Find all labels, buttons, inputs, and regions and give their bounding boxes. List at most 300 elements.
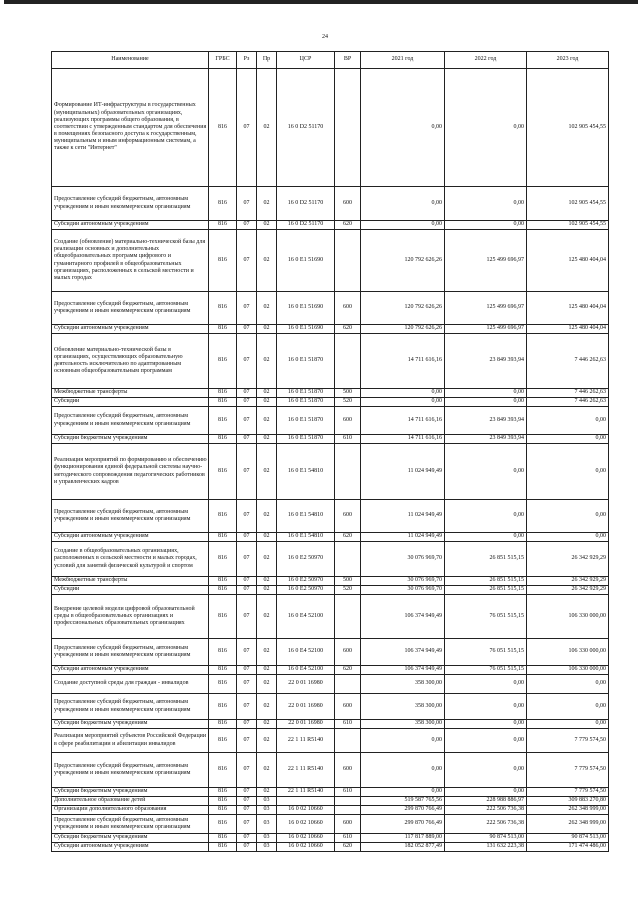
- row-name: Предоставление субсидий бюджетным, автономным учреждениям и иным некоммерческим организациям: [52, 639, 209, 666]
- row-csr: 16 0 D2 51170: [277, 69, 335, 187]
- row-grbs: 816: [209, 500, 237, 533]
- row-pr: 02: [257, 500, 277, 533]
- row-pr: 03: [257, 815, 277, 834]
- row-2022: 0,00: [445, 753, 527, 788]
- row-rz: 07: [237, 500, 257, 533]
- row-grbs: 816: [209, 694, 237, 720]
- row-vr: [335, 806, 361, 815]
- scan-edge-line: [4, 0, 638, 4]
- row-2023: 7 446 262,63: [527, 398, 609, 407]
- row-name: Формирование ИТ-инфраструктуры в государственных (муниципальных) образовательных организациях, реализующих программы общего образования, в соответствии с утвержденным стандартом для обеспечения в помещениях безопасного доступа к государственным, муниципальным и иным информационным системам, а также к сети "Интернет": [52, 69, 209, 187]
- table-row: [52, 230, 609, 292]
- row-rz: 07: [237, 542, 257, 577]
- table-row: [52, 398, 609, 407]
- row-pr: 02: [257, 675, 277, 694]
- row-rz: 07: [237, 694, 257, 720]
- table-row: [52, 586, 609, 595]
- row-2023: 106 330 000,00: [527, 639, 609, 666]
- row-pr: 02: [257, 187, 277, 221]
- row-grbs: 816: [209, 639, 237, 666]
- table-row: [52, 325, 609, 334]
- row-2021: 11 024 949,49: [361, 444, 445, 500]
- row-vr: [335, 729, 361, 753]
- row-2022: 76 051 515,15: [445, 595, 527, 639]
- row-vr: [335, 334, 361, 389]
- row-vr: 500: [335, 389, 361, 398]
- row-rz: 07: [237, 389, 257, 398]
- row-grbs: 816: [209, 834, 237, 843]
- row-2021: 299 870 766,49: [361, 815, 445, 834]
- row-rz: 07: [237, 187, 257, 221]
- row-2022: 90 874 513,00: [445, 834, 527, 843]
- row-rz: 07: [237, 69, 257, 187]
- row-2022: 76 051 515,15: [445, 639, 527, 666]
- row-2022: 23 849 393,94: [445, 334, 527, 389]
- row-2023: 102 905 454,55: [527, 187, 609, 221]
- row-grbs: 816: [209, 407, 237, 435]
- row-2021: 0,00: [361, 398, 445, 407]
- row-csr: 22 0 01 16980: [277, 694, 335, 720]
- row-2023: 7 779 574,50: [527, 729, 609, 753]
- row-grbs: 816: [209, 398, 237, 407]
- row-pr: 02: [257, 230, 277, 292]
- row-vr: [335, 69, 361, 187]
- row-2021: 182 052 877,49: [361, 843, 445, 852]
- row-2023: 0,00: [527, 435, 609, 444]
- row-2021: 117 817 889,00: [361, 834, 445, 843]
- row-rz: 07: [237, 675, 257, 694]
- row-vr: [335, 595, 361, 639]
- row-name: Создание в общеобразовательных организациях, расположенных в сельской местности и малых городах, условий для занятий физической культурой и спортом: [52, 542, 209, 577]
- row-name: Субсидии автономным учреждениям: [52, 666, 209, 675]
- row-name: Межбюджетные трансферты: [52, 389, 209, 398]
- row-2023: 106 330 000,00: [527, 595, 609, 639]
- row-2023: 102 905 454,55: [527, 221, 609, 230]
- row-rz: 07: [237, 729, 257, 753]
- row-grbs: 816: [209, 334, 237, 389]
- row-2023: 125 480 404,04: [527, 325, 609, 334]
- row-grbs: 816: [209, 542, 237, 577]
- row-2022: 0,00: [445, 675, 527, 694]
- row-csr: 22 1 11 R5140: [277, 753, 335, 788]
- row-2021: 11 024 949,49: [361, 533, 445, 542]
- row-grbs: 816: [209, 666, 237, 675]
- table-row: [52, 694, 609, 720]
- row-2021: 0,00: [361, 788, 445, 797]
- row-name: Субсидии бюджетным учреждениям: [52, 834, 209, 843]
- row-name: Субсидии автономным учреждениям: [52, 221, 209, 230]
- row-name: Создание доступной среды для граждан - инвалидов: [52, 675, 209, 694]
- row-2021: 299 870 766,49: [361, 806, 445, 815]
- table-row: [52, 815, 609, 834]
- row-2023: 7 446 262,63: [527, 334, 609, 389]
- row-2021: 0,00: [361, 729, 445, 753]
- row-rz: 07: [237, 815, 257, 834]
- row-vr: 610: [335, 720, 361, 729]
- table-row: [52, 444, 609, 500]
- row-name: Предоставление субсидий бюджетным, автономным учреждениям и иным некоммерческим организациям: [52, 187, 209, 221]
- row-2021: 14 711 616,16: [361, 334, 445, 389]
- row-2021: 519 587 765,56: [361, 797, 445, 806]
- budget-table: [51, 51, 609, 852]
- header-name: Наименование: [52, 52, 209, 69]
- row-rz: 07: [237, 577, 257, 586]
- row-vr: [335, 230, 361, 292]
- row-2023: 106 330 000,00: [527, 666, 609, 675]
- row-rz: 07: [237, 843, 257, 852]
- header-2022: 2022 год: [445, 52, 527, 69]
- row-2023: 7 446 262,63: [527, 389, 609, 398]
- row-vr: [335, 675, 361, 694]
- row-rz: 07: [237, 334, 257, 389]
- row-2023: 0,00: [527, 675, 609, 694]
- table-row: [52, 639, 609, 666]
- row-2021: 106 374 949,49: [361, 595, 445, 639]
- row-vr: 610: [335, 834, 361, 843]
- row-name: Субсидии автономным учреждениям: [52, 325, 209, 334]
- table-row: [52, 753, 609, 788]
- row-grbs: 816: [209, 595, 237, 639]
- row-pr: 02: [257, 729, 277, 753]
- row-grbs: 816: [209, 389, 237, 398]
- row-csr: 16 0 E1 51870: [277, 389, 335, 398]
- row-2023: 0,00: [527, 407, 609, 435]
- row-grbs: 816: [209, 675, 237, 694]
- row-pr: 03: [257, 797, 277, 806]
- row-pr: 02: [257, 788, 277, 797]
- row-2023: 102 905 454,55: [527, 69, 609, 187]
- row-2021: 0,00: [361, 221, 445, 230]
- row-2021: 14 711 616,16: [361, 407, 445, 435]
- row-2023: 7 779 574,50: [527, 753, 609, 788]
- row-2022: 0,00: [445, 398, 527, 407]
- row-csr: 16 0 E2 50970: [277, 542, 335, 577]
- row-rz: 07: [237, 639, 257, 666]
- row-2022: 0,00: [445, 187, 527, 221]
- row-name: Предоставление субсидий бюджетным, автономным учреждениям и иным некоммерческим организациям: [52, 694, 209, 720]
- row-2021: 30 076 969,70: [361, 586, 445, 595]
- row-2021: 120 792 626,26: [361, 230, 445, 292]
- row-csr: 16 0 E1 51690: [277, 292, 335, 325]
- row-2022: 0,00: [445, 389, 527, 398]
- header-pr: Пр: [257, 52, 277, 69]
- row-name: Предоставление субсидий бюджетным, автономным учреждениям и иным некоммерческим организациям: [52, 500, 209, 533]
- row-rz: 07: [237, 753, 257, 788]
- row-csr: 22 0 01 16980: [277, 720, 335, 729]
- row-pr: 02: [257, 325, 277, 334]
- row-csr: [277, 797, 335, 806]
- table-row: [52, 187, 609, 221]
- row-vr: 600: [335, 407, 361, 435]
- row-grbs: 816: [209, 843, 237, 852]
- row-pr: 02: [257, 334, 277, 389]
- row-vr: 600: [335, 187, 361, 221]
- row-pr: 03: [257, 843, 277, 852]
- row-csr: 22 1 11 R5140: [277, 788, 335, 797]
- row-grbs: 816: [209, 806, 237, 815]
- table-row: [52, 720, 609, 729]
- row-vr: [335, 542, 361, 577]
- row-vr: 620: [335, 533, 361, 542]
- row-csr: 16 0 E1 51870: [277, 398, 335, 407]
- row-grbs: 816: [209, 69, 237, 187]
- row-vr: 600: [335, 292, 361, 325]
- table-row: [52, 407, 609, 435]
- row-name: Предоставление субсидий бюджетным, автономным учреждениям и иным некоммерческим организациям: [52, 753, 209, 788]
- row-name: Субсидии автономным учреждениям: [52, 843, 209, 852]
- row-name: Субсидии бюджетным учреждениям: [52, 435, 209, 444]
- row-name: Дополнительное образование детей: [52, 797, 209, 806]
- row-grbs: 816: [209, 586, 237, 595]
- row-2022: 26 851 515,15: [445, 542, 527, 577]
- row-csr: 16 0 D2 51170: [277, 187, 335, 221]
- row-2021: 120 792 626,26: [361, 325, 445, 334]
- row-vr: 600: [335, 753, 361, 788]
- row-2021: 106 374 949,49: [361, 666, 445, 675]
- row-2022: 76 051 515,15: [445, 666, 527, 675]
- row-rz: 07: [237, 533, 257, 542]
- row-2022: 0,00: [445, 69, 527, 187]
- row-pr: 02: [257, 666, 277, 675]
- header-2023: 2023 год: [527, 52, 609, 69]
- row-2023: 7 779 574,50: [527, 788, 609, 797]
- row-pr: 02: [257, 221, 277, 230]
- row-2021: 358 300,00: [361, 720, 445, 729]
- row-rz: 07: [237, 444, 257, 500]
- row-2023: 0,00: [527, 444, 609, 500]
- header-2021: 2021 год: [361, 52, 445, 69]
- table-row: [52, 834, 609, 843]
- row-pr: 02: [257, 720, 277, 729]
- row-2023: 26 342 929,29: [527, 586, 609, 595]
- row-name: Внедрение целевой модели цифровой образовательной среды в общеобразовательных организациях и профессиональных образовательных организациях: [52, 595, 209, 639]
- row-2021: 30 076 969,70: [361, 542, 445, 577]
- row-csr: 16 0 02 10660: [277, 834, 335, 843]
- page-bottom-margin: [0, 872, 640, 905]
- table-row: [52, 675, 609, 694]
- row-grbs: 816: [209, 292, 237, 325]
- table-header-row: [52, 52, 609, 69]
- table-row: [52, 292, 609, 325]
- row-name: Субсидии автономным учреждениям: [52, 533, 209, 542]
- row-csr: 16 0 E1 51870: [277, 334, 335, 389]
- row-pr: 02: [257, 407, 277, 435]
- row-2021: 11 024 949,49: [361, 500, 445, 533]
- row-rz: 07: [237, 325, 257, 334]
- table-row: [52, 435, 609, 444]
- row-2023: 262 348 999,00: [527, 815, 609, 834]
- row-csr: 16 0 E1 51870: [277, 435, 335, 444]
- row-2022: 222 506 736,38: [445, 815, 527, 834]
- row-csr: 16 0 02 10660: [277, 843, 335, 852]
- table-row: [52, 729, 609, 753]
- row-rz: 07: [237, 806, 257, 815]
- row-rz: 07: [237, 407, 257, 435]
- row-csr: 22 1 11 R5140: [277, 729, 335, 753]
- row-2023: 125 480 404,04: [527, 230, 609, 292]
- row-grbs: 816: [209, 221, 237, 230]
- row-vr: [335, 444, 361, 500]
- row-pr: 02: [257, 533, 277, 542]
- row-2022: 0,00: [445, 788, 527, 797]
- row-rz: 07: [237, 435, 257, 444]
- row-grbs: 816: [209, 720, 237, 729]
- table-row: [52, 806, 609, 815]
- row-rz: 07: [237, 720, 257, 729]
- table-row: [52, 533, 609, 542]
- row-2021: 0,00: [361, 753, 445, 788]
- header-vr: ВР: [335, 52, 361, 69]
- row-grbs: 816: [209, 753, 237, 788]
- row-csr: 16 0 E1 51870: [277, 407, 335, 435]
- row-name: Предоставление субсидий бюджетным, автономным учреждениям и иным некоммерческим организациям: [52, 815, 209, 834]
- row-csr: 16 0 E1 54810: [277, 533, 335, 542]
- row-vr: 620: [335, 221, 361, 230]
- table-row: [52, 334, 609, 389]
- row-vr: 610: [335, 435, 361, 444]
- row-2023: 0,00: [527, 694, 609, 720]
- row-pr: 02: [257, 639, 277, 666]
- row-vr: 620: [335, 843, 361, 852]
- row-pr: 03: [257, 834, 277, 843]
- row-2023: 0,00: [527, 533, 609, 542]
- row-pr: 02: [257, 444, 277, 500]
- row-name: Реализация мероприятий по формированию и обеспечению функционирования единой федеральной системы научно-методического сопровождения педагогических работников и управленческих кадров: [52, 444, 209, 500]
- row-pr: 02: [257, 694, 277, 720]
- row-grbs: 816: [209, 533, 237, 542]
- table-row: [52, 666, 609, 675]
- row-rz: 07: [237, 595, 257, 639]
- row-2021: 30 076 969,70: [361, 577, 445, 586]
- row-csr: 16 0 E2 50970: [277, 586, 335, 595]
- row-rz: 07: [237, 398, 257, 407]
- row-csr: 16 0 E1 51690: [277, 230, 335, 292]
- row-csr: 16 0 E2 50970: [277, 577, 335, 586]
- row-vr: 600: [335, 500, 361, 533]
- row-2022: 0,00: [445, 444, 527, 500]
- row-2023: 26 342 929,29: [527, 542, 609, 577]
- row-vr: 600: [335, 639, 361, 666]
- row-2023: 90 874 513,00: [527, 834, 609, 843]
- row-pr: 02: [257, 586, 277, 595]
- page-number: 24: [322, 34, 328, 40]
- row-2021: 14 711 616,16: [361, 435, 445, 444]
- row-pr: 03: [257, 806, 277, 815]
- row-2022: 23 849 393,94: [445, 435, 527, 444]
- row-2021: 0,00: [361, 69, 445, 187]
- row-grbs: 816: [209, 815, 237, 834]
- row-vr: 600: [335, 815, 361, 834]
- row-rz: 07: [237, 834, 257, 843]
- row-name: Субсидии бюджетным учреждениям: [52, 788, 209, 797]
- row-rz: 07: [237, 797, 257, 806]
- row-grbs: 816: [209, 187, 237, 221]
- table-row: [52, 389, 609, 398]
- row-2022: 0,00: [445, 533, 527, 542]
- row-2022: 26 851 515,15: [445, 577, 527, 586]
- table-row: [52, 797, 609, 806]
- row-vr: 600: [335, 694, 361, 720]
- row-pr: 02: [257, 753, 277, 788]
- row-csr: 16 0 E1 54810: [277, 500, 335, 533]
- table-row: [52, 542, 609, 577]
- row-name: Предоставление субсидий бюджетным, автономным учреждениям и иным некоммерческим организациям: [52, 292, 209, 325]
- row-2022: 0,00: [445, 221, 527, 230]
- row-rz: 07: [237, 586, 257, 595]
- row-csr: 22 0 01 16980: [277, 675, 335, 694]
- row-2023: 262 348 999,00: [527, 806, 609, 815]
- row-name: Межбюджетные трансферты: [52, 577, 209, 586]
- row-pr: 02: [257, 398, 277, 407]
- row-2022: 125 499 696,97: [445, 292, 527, 325]
- row-2022: 131 632 223,38: [445, 843, 527, 852]
- row-grbs: 816: [209, 325, 237, 334]
- row-2022: 125 499 696,97: [445, 325, 527, 334]
- row-2023: 309 883 270,80: [527, 797, 609, 806]
- row-csr: 16 0 E1 51690: [277, 325, 335, 334]
- row-2022: 26 851 515,15: [445, 586, 527, 595]
- row-pr: 02: [257, 69, 277, 187]
- header-csr: ЦСР: [277, 52, 335, 69]
- row-pr: 02: [257, 435, 277, 444]
- row-2022: 125 499 696,97: [445, 230, 527, 292]
- row-name: Реализация мероприятий субъектов Российской Федерации в сфере реабилитации и абилитации инвалидов: [52, 729, 209, 753]
- row-grbs: 816: [209, 788, 237, 797]
- row-grbs: 816: [209, 797, 237, 806]
- row-name: Обновление материально-технической базы в организациях, осуществляющих образовательную деятельность исключительно по адаптированным основным общеобразовательным программам: [52, 334, 209, 389]
- row-2021: 358 300,00: [361, 694, 445, 720]
- row-name: Субсидии: [52, 398, 209, 407]
- row-grbs: 816: [209, 230, 237, 292]
- row-name: Субсидии: [52, 586, 209, 595]
- row-rz: 07: [237, 221, 257, 230]
- row-csr: 16 0 02 10660: [277, 806, 335, 815]
- row-pr: 02: [257, 389, 277, 398]
- row-2022: 222 506 736,38: [445, 806, 527, 815]
- row-vr: 620: [335, 325, 361, 334]
- row-name: Создание (обновление) материально-технической базы для реализации основных и дополнительных общеобразовательных программ цифрового и гуманитарного профилей в общеобразовательных организациях, расположенных в сельской местности и малых городах: [52, 230, 209, 292]
- row-rz: 07: [237, 666, 257, 675]
- table-row: [52, 69, 609, 187]
- row-vr: 610: [335, 788, 361, 797]
- row-2022: 0,00: [445, 720, 527, 729]
- table-row: [52, 221, 609, 230]
- row-rz: 07: [237, 230, 257, 292]
- row-name: Предоставление субсидий бюджетным, автономным учреждениям и иным некоммерческим организациям: [52, 407, 209, 435]
- row-2022: 0,00: [445, 729, 527, 753]
- row-pr: 02: [257, 577, 277, 586]
- row-2021: 0,00: [361, 389, 445, 398]
- row-2022: 0,00: [445, 694, 527, 720]
- header-rz: Рз: [237, 52, 257, 69]
- row-csr: 16 0 E4 52100: [277, 595, 335, 639]
- header-grbs: ГРБС: [209, 52, 237, 69]
- row-2021: 0,00: [361, 187, 445, 221]
- row-csr: 16 0 D2 51170: [277, 221, 335, 230]
- row-grbs: 816: [209, 444, 237, 500]
- row-csr: 16 0 02 10660: [277, 815, 335, 834]
- row-vr: 520: [335, 398, 361, 407]
- row-2021: 106 374 949,49: [361, 639, 445, 666]
- row-2022: 228 988 886,97: [445, 797, 527, 806]
- row-grbs: 816: [209, 577, 237, 586]
- row-rz: 07: [237, 292, 257, 325]
- row-vr: 620: [335, 666, 361, 675]
- table-row: [52, 577, 609, 586]
- row-csr: 16 0 E4 52100: [277, 639, 335, 666]
- row-name: Субсидии бюджетным учреждениям: [52, 720, 209, 729]
- row-name: Организации дополнительного образования: [52, 806, 209, 815]
